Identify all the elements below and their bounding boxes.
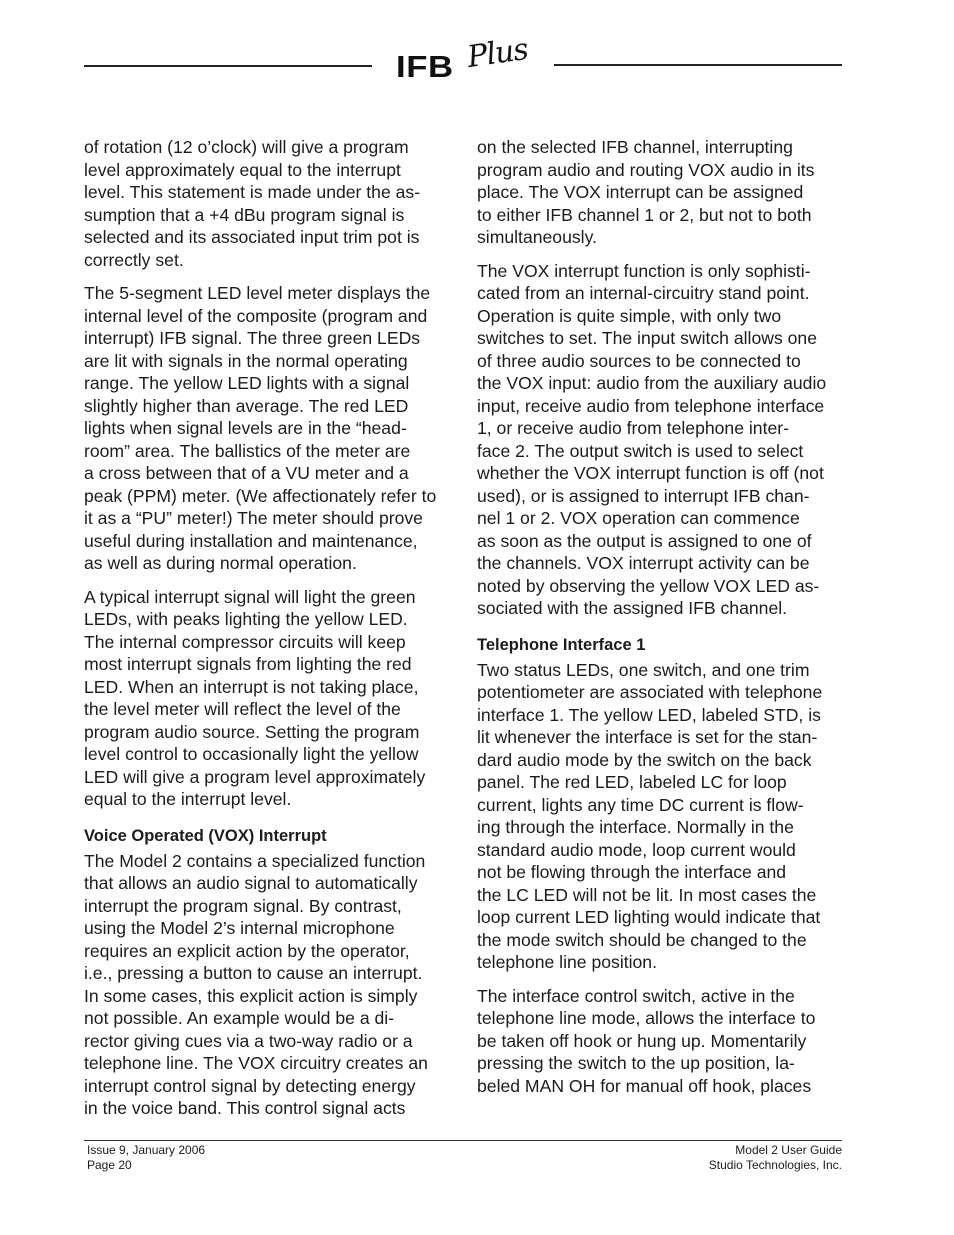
footer-company: Studio Technologies, Inc. xyxy=(708,1158,842,1172)
right-column xyxy=(477,136,847,1097)
footer-page-number: Page 20 xyxy=(87,1158,132,1172)
body-paragraph: on the selected IFB channel, interrupting program audio and routing VOX audio in its place. The VOX interrupt can be assigned to either IFB channel 1 or 2, but not to both simultaneously. xyxy=(477,137,815,247)
body-paragraph: of rotation (12 o’clock) will give a program level approximately equal to the interrupt level. This statement is made under the as- sumption that a +4 dBu program signal is selected and its associated input trim pot is correctly set. xyxy=(84,137,421,270)
body-paragraph: The 5-segment LED level meter displays the internal level of the composite (program and interrupt) IFB signal. The three green LEDs are lit with signals in the normal operating range. The yellow LED lights with a signal slightly higher than average. The red LED lights when signal levels are in the “head- room” area. The ballistics of the meter are a cross between that of a VU meter and a peak (PPM) meter. (We affectionately refer to it as a “PU” meter!) The meter should prove useful during installation and maintenance, as well as during normal operation. xyxy=(84,283,437,573)
body-paragraph: Two status LEDs, one switch, and one trim potentiometer are associated with telephone interface 1. The yellow LED, labeled STD, is lit whenever the interface is set for the stan- dard audio mode by the switch on the back panel. The red LED, labeled LC for loop current, lights any time DC current is flow- ing through the interface. Normally in the standard audio mode, loop current would not be flowing through the interface and the LC LED will not be lit. In most cases the loop current LED lighting would indicate that the mode switch should be changed to the telephone line position. xyxy=(477,659,823,972)
section-heading-vox: Voice Operated (VOX) Interrupt xyxy=(84,826,327,845)
footer-left xyxy=(87,1143,205,1173)
body-paragraph: The interface control switch, active in the telephone line mode, allows the interface to be taken off hook or hung up. Momentarily pressing the switch to the up position, la- beled MAN OH for manual off hook, places xyxy=(477,985,816,1096)
footer-issue: Issue 9, January 2006 xyxy=(87,1143,206,1157)
header-rule-left xyxy=(84,65,372,67)
ifb-plus-logo xyxy=(396,31,536,86)
footer-right xyxy=(709,1143,842,1173)
logo-script-text: Plus xyxy=(465,31,530,75)
body-paragraph: The VOX interrupt function is only sophisti- cated from an internal-circuitry stand point. Operation is quite simple, with only two switches to set. The input switch allows one of three audio sources to be connected to the VOX input: audio from the auxiliary audio input, receive audio from telephone interface 1, or receive audio from telephone inter- face 2. The output switch is used to select whether the VOX interrupt function is off (not used), or is assigned to interrupt IFB chan- nel 1 or 2. VOX operation can commence as soon as the output is assigned to one of the channels. VOX interrupt activity can be noted by observing the yellow VOX LED as- sociated with the assigned IFB channel. xyxy=(477,260,827,618)
body-paragraph: The Model 2 contains a specialized function that allows an audio signal to automatically interrupt the program signal. By contrast, using the Model 2’s internal microphone requires an explicit action by the operator, i.e., pressing a button to cause an interrupt. In some cases, this explicit action is simply not possible. An example would be a di- rector giving cues via a two-way radio or a telephone line. The VOX circuitry creates an interrupt control signal by detecting energy in the voice band. This control signal acts xyxy=(84,850,428,1118)
footer-rule xyxy=(84,1140,842,1141)
left-column xyxy=(84,136,454,1120)
body-paragraph: A typical interrupt signal will light the green LEDs, with peaks lighting the yellow LED. The internal compressor circuits will keep most interrupt signals from lighting the red LED. When an interrupt is not taking place, the level meter will reflect the level of the program audio source. Setting the program level control to occasionally light the yellow LED will give a program level approximately equal to the interrupt level. xyxy=(84,586,426,809)
section-heading-telephone: Telephone Interface 1 xyxy=(477,635,646,654)
logo-main-text: IFB xyxy=(396,49,454,84)
footer-guide-title: Model 2 User Guide xyxy=(735,1143,842,1157)
header-rule-right xyxy=(554,64,842,66)
